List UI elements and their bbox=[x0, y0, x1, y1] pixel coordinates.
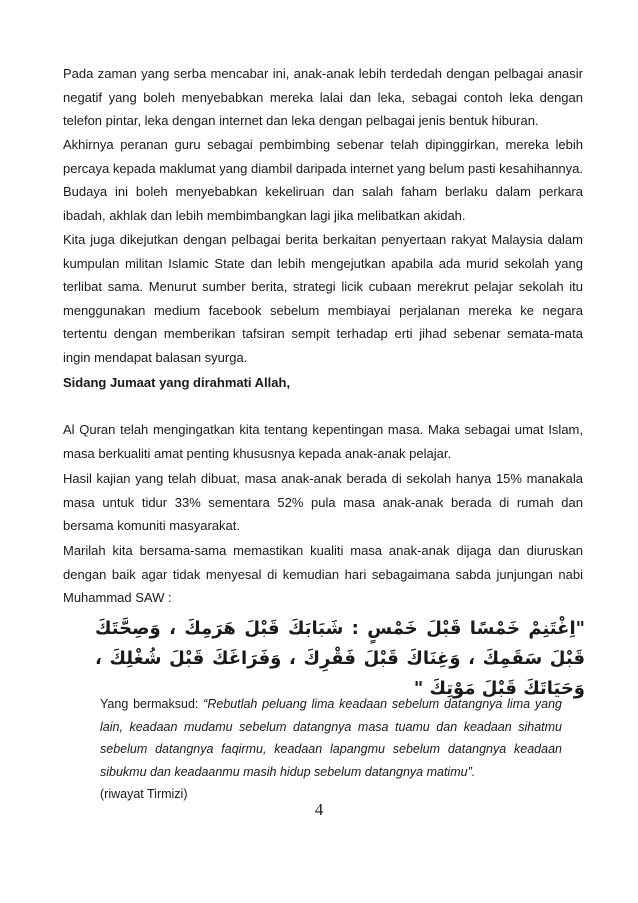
translation-source: (riwayat Tirmizi) bbox=[100, 787, 188, 801]
paragraph-5: Hasil kajian yang telah dibuat, masa anak-anak berada di sekolah hanya 15% manakala masa untuk tidur 33% sementara 52% pula masa anak-anak berada di rumah dan bersama komuniti masyarakat. bbox=[63, 471, 583, 534]
page-number: 4 bbox=[314, 800, 324, 819]
hadith-arabic: "اِغْتَنِمْ خَمْسًا قَبْلَ خَمْسٍ : شَبَابَكَ قَبْلَ هَرَمِكَ ، وَصِحَّتَكَ قَبْلَ سَقَمِكَ ، وَغِنَاكَ قَبْلَ فَقْرِكَ ، وَفَرَاغَكَ قَبْلَ شُغْلِكَ ، وَحَيَاتَكَ قَبْلَ مَوْتِكَ " bbox=[95, 618, 585, 699]
hadith-translation bbox=[100, 693, 562, 806]
paragraph-1: Pada zaman yang serba mencabar ini, anak-anak lebih terdedah dengan pelbagai anasir negatif yang boleh menyebabkan mereka lalai dan leka, sebagai contoh leka dengan telefon pintar, leka dengan internet dan leka dengan pelbagai jenis bentuk hiburan. bbox=[63, 66, 583, 129]
paragraph-4: Al Quran telah mengingatkan kita tentang kepentingan masa. Maka sebagai umat Islam, masa berkualiti amat penting khususnya kepada anak-anak pelajar. bbox=[63, 422, 583, 461]
paragraph-2: Akhirnya peranan guru sebagai pembimbing sebenar telah dipinggirkan, mereka lebih percaya kepada maklumat yang diambil daripada internet yang belum pasti kesahihannya. Budaya ini boleh menyebabkan kekeliruan dan salah faham berlaku dalam perkara ibadah, akhlak dan lebih membimbangkan lagi jika melibatkan akidah. bbox=[63, 137, 583, 223]
translation-prefix: Yang bermaksud: bbox=[100, 697, 204, 711]
paragraph-6: Marilah kita bersama-sama memastikan kualiti masa anak-anak dijaga dan diuruskan dengan baik agar tidak menyesal di kemudian hari sebagaimana sabda junjungan nabi Muhammad SAW : bbox=[63, 543, 583, 606]
paragraph-3: Kita juga dikejutkan dengan pelbagai berita berkaitan penyertaan rakyat Malaysia dalam kumpulan militan Islamic State dan lebih mengejutkan apabila ada murid sekolah yang terlibat sama. Menurut sumber berita, strategi licik cubaan merekrut pelajar sekolah itu menggunakan medium facebook sebelum membiayai perjalanan mereka ke negara tertentu dengan memberikan tafsiran sempit terhadap erti jihad sebenar semata-mata ingin mendapat balasan syurga. bbox=[63, 232, 583, 365]
section-heading: Sidang Jumaat yang dirahmati Allah, bbox=[63, 375, 291, 390]
translation-text: “Rebutlah peluang lima keadaan sebelum datangnya lima yang lain, keadaan mudamu sebelum datangnya masa tuamu dan keadaan sihatmu sebelum datangnya faqirmu, keadaan lapangmu sebelum datangnya keadaan sibukmu dan keadaanmu masih hidup sebelum datangnya matimu”. bbox=[100, 697, 562, 779]
